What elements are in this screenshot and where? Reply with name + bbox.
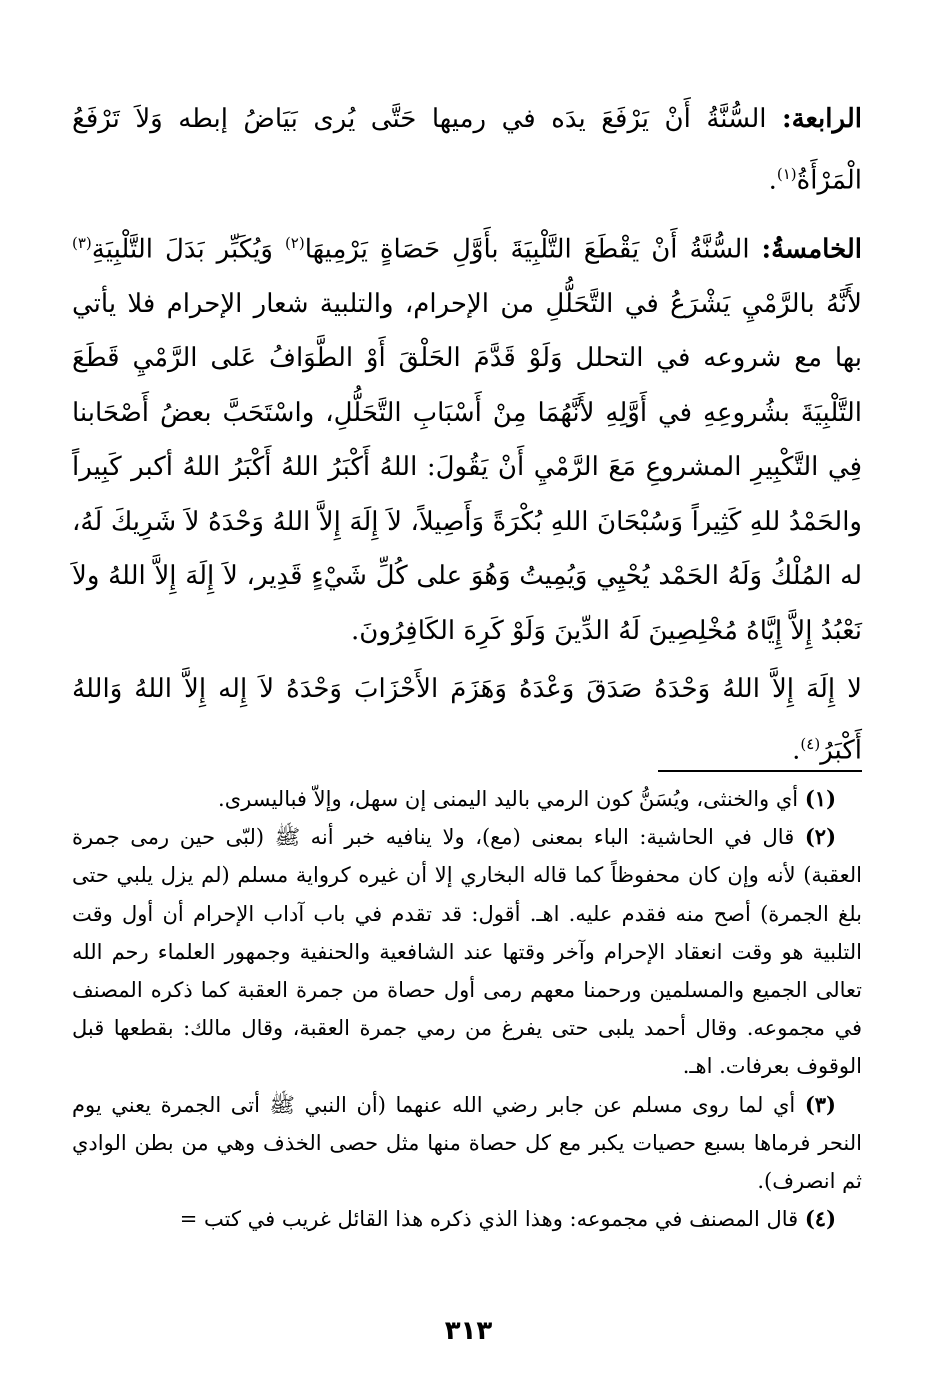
footnote-number: (٣)	[804, 1091, 836, 1117]
footnote-ref-1: (١)	[776, 164, 797, 183]
paragraph-lead: الرابعة:	[781, 104, 862, 134]
footnotes	[72, 780, 862, 1238]
footnote-number: (١)	[804, 786, 836, 811]
footnote-text: أي والخنثى، ويُسَنُّ كون الرمي باليد اليمنى إن سهل، وإلاّ فباليسرى.	[218, 787, 799, 811]
footnote-number: (٤)	[804, 1206, 836, 1232]
footnote-ref-2: (٢)	[284, 233, 305, 252]
page-number: ٣١٣	[444, 1316, 493, 1346]
footnote-number: (٢)	[804, 824, 836, 850]
footnote-1	[72, 780, 862, 818]
footnote-4	[72, 1200, 862, 1238]
paragraph-end: .	[792, 735, 801, 766]
footnote-ref-3: (٣)	[72, 233, 92, 252]
paragraph-fourth	[72, 92, 862, 208]
paragraph-text: السُّنَّةُ أَنْ يَقْطَعَ التَّلْبِيَةَ بأَوَّلِ حَصَاةٍ يَرْمِيهَا	[304, 234, 750, 265]
paragraph-end: .	[768, 165, 777, 196]
footnote-separator	[658, 770, 862, 772]
footnote-3	[72, 1086, 862, 1201]
footnote-text: أي لما روى مسلم عن جابر رضي الله عنهما (أن النبي ﷺ أتى الجمرة يعني يوم النحر فرماها بسبع حصيات يكبر مع كل حصاة منها مثل حصى الخذف وهي من بطن الوادي ثم انصرف).	[72, 1092, 862, 1194]
main-text	[72, 92, 862, 778]
paragraph-fifth	[72, 216, 862, 659]
footnote-text: قال المصنف في مجموعه: وهذا الذي ذكره هذا القائل غريب في كتب =	[179, 1207, 799, 1232]
paragraph-lead: الخامسةُ:	[761, 234, 863, 265]
footnote-2	[72, 818, 862, 1085]
paragraph-text: السُّنَّةُ أَنْ يَرْفَعَ يدَه في رميها حَتَّى يُرى بَيَاضُ إبطه وَلاَ تَرْفَعُ الْمَرْأَةُ	[72, 104, 862, 196]
paragraph-tahlil	[72, 662, 862, 778]
paragraph-text: وَيُكَبِّر بَدَلَ التَّلْبِيَةِ	[91, 234, 273, 265]
paragraph-text: لأَنَّهُ بالرَّمْيِ يَشْرَعُ في التَّحَلُّلِ من الإحرام، والتلبية شعار الإحرام فلا يأتي بها مع شروعه في التحلل وَلَوْ قَدَّمَ الحَلْقَ أَوْ الطَّوَافُ عَلى الرَّمْيِ قَطَعَ التَّلْبِيَةَ بشُروعِهِ في أَوَّلِهِ لأَنَّهُمَا مِنْ أَسْبَابِ التَّحَلُّلِ، واسْتَحَبَّ بعضُ أَصْحَابنا فِي التَّكْبِيرِ المشروعِ مَعَ الرَّمْيِ أَنْ يَقُولَ: اللهُ أَكْبَرُ اللهُ أَكْبَرُ اللهُ أكبر كَبِيراً والحَمْدُ للهِ كَثِيراً وَسُبْحَانَ اللهِ بُكْرَةً وَأَصِيلاً، لاَ إِلَهَ إِلاَّ اللهُ وَحْدَهُ لاَ شَرِيكَ لَهُ، له المُلْكُ وَلَهُ الحَمْد يُحْيِي وَيُمِيتُ وَهُوَ على كُلِّ شَيْءٍ قَدِير، لاَ إِلَهَ إِلاَّ اللهُ ولاَ نَعْبُدُ إِلاَّ إِيَّاهُ مُخْلِصِينَ لَهُ الدِّينَ وَلَوْ كَرِهَ الكَافِرُونَ.	[72, 288, 862, 646]
paragraph-text: لا إِلَهَ إِلاَّ اللهُ وَحْدَهُ صَدَقَ وَعْدَهُ وَهَزَمَ الأَحْزَابَ وَحْدَهُ لاَ إِله إِلاَّ اللهُ وَاللهُ أَكْبَرُ	[72, 674, 862, 766]
footnote-ref-4: (٤)	[800, 734, 821, 753]
footnote-text: قال في الحاشية: الباء بمعنى (مع)، ولا ينافيه خبر أنه ﷺ (لبّى حين رمى جمرة العقبة) لأنه وإن كان محفوظاً كما قاله البخاري إلا أن غيره كرواية مسلم (لم يزل يلبي حتى بلغ الجمرة) أصح منه فقدم عليه. اهـ. أقول: قد تقدم في باب آداب الإحرام أن أول وقت التلبية هو وقت انعقاد الإحرام وآخر وقتها عند الشافعية والحنفية وجمهور العلماء رحم الله تعالى الجميع والمسلمين ورحمنا معهم رمى أول حصاة من جمرة العقبة كما ذكره المصنف في مجموعه. وقال أحمد يلبى حتى يفرغ من رمي جمرة العقبة، وقال مالك: بقطعها قبل الوقوف بعرفات. اهـ.	[72, 825, 862, 1079]
